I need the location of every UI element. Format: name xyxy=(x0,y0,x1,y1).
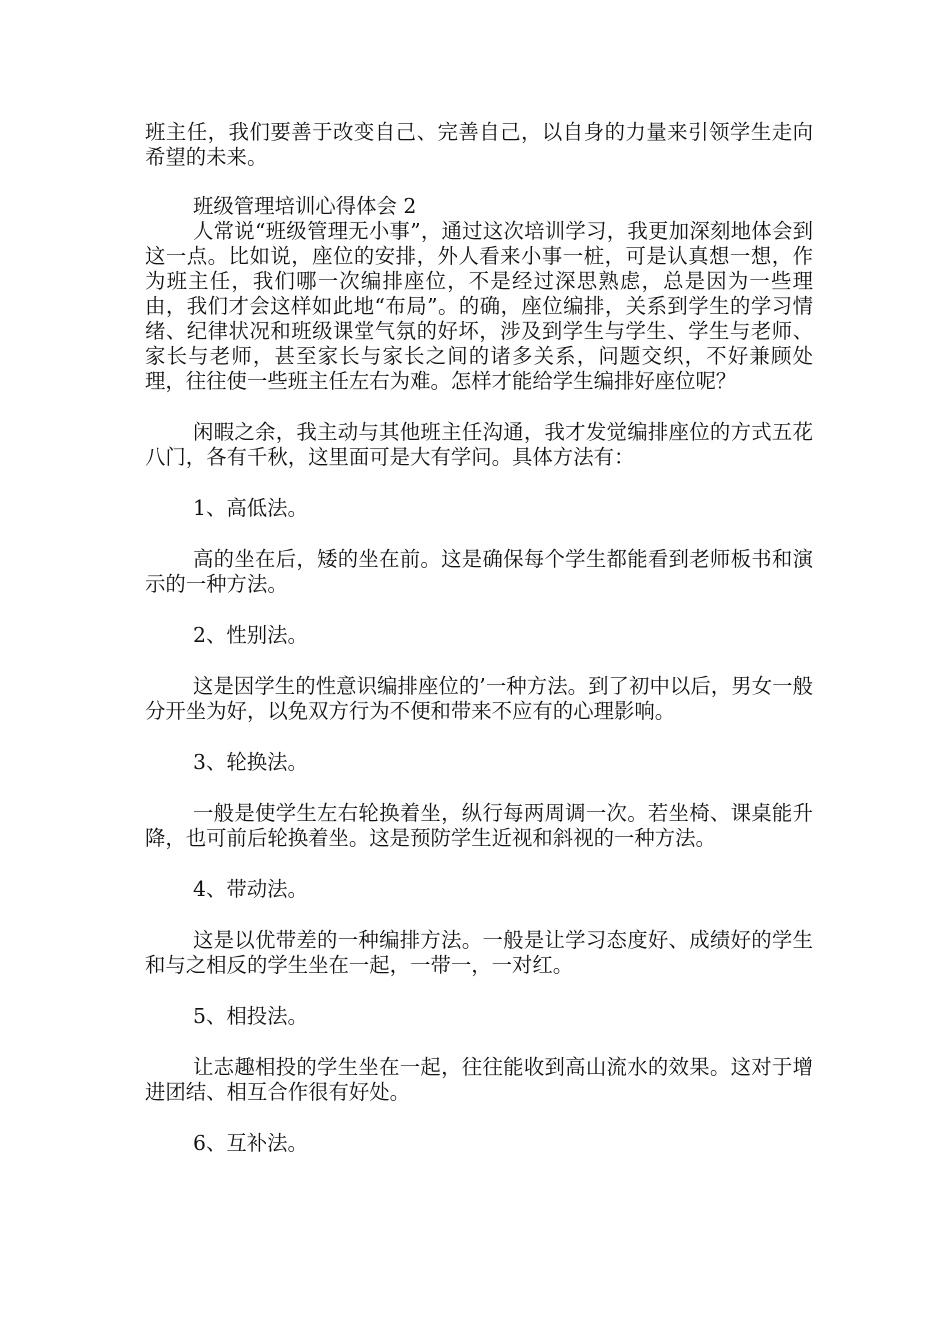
method-heading-6: 6、互补法。 xyxy=(193,1131,308,1155)
method-heading-5: 5、相投法。 xyxy=(193,1004,308,1028)
section-heading: 班级管理培训心得体会 2 xyxy=(193,194,417,218)
document-page xyxy=(145,120,813,1156)
paragraph-methods-intro: 闲暇之余，我主动与其他班主任沟通，我才发觉编排座位的方式五花八门，各有千秋，这里面可是大有学问。具体方法有： xyxy=(145,420,813,469)
method-heading-1: 1、高低法。 xyxy=(193,496,308,520)
method-body-4: 这是以优带差的一种编排方法。一般是让学习态度好、成绩好的学生和与之相反的学生坐在一起，一带一，一对红。 xyxy=(145,928,813,977)
method-body-2: 这是因学生的性意识编排座位的’一种方法。到了初中以后，男女一般分开坐为好，以免双方行为不便和带来不应有的心理影响。 xyxy=(145,674,813,723)
method-body-1: 高的坐在后，矮的坐在前。这是确保每个学生都能看到老师板书和演示的一种方法。 xyxy=(145,547,813,596)
paragraph-closing: 班主任，我们要善于改变自己、完善自己，以自身的力量来引领学生走向希望的未来。 xyxy=(145,120,813,169)
method-body-5: 让志趣相投的学生坐在一起，往往能收到高山流水的效果。这对于增进团结、相互合作很有好处。 xyxy=(145,1055,813,1104)
paragraph-intro: 人常说“班级管理无小事”，通过这次培训学习，我更加深刻地体会到这一点。比如说，座位的安排，外人看来小事一桩，可是认真想一想，作为班主任，我们哪一次编排座位，不是经过深思熟虑，总是因为一些理由，我们才会这样如此地“布局”。的确，座位编排，关系到学生的学习情绪、纪律状况和班级课堂气氛的好坏，涉及到学生与学生、学生与老师、家长与老师，甚至家长与家长之间的诸多关系，问题交织，不好兼顾处理，往往使一些班主任左右为难。怎样才能给学生编排好座位呢？ xyxy=(145,219,813,393)
method-heading-4: 4、带动法。 xyxy=(193,877,308,901)
method-body-3: 一般是使学生左右轮换着坐，纵行每两周调一次。若坐椅、课桌能升降，也可前后轮换着坐。这是预防学生近视和斜视的一种方法。 xyxy=(145,801,813,850)
method-heading-3: 3、轮换法。 xyxy=(193,750,308,774)
method-heading-2: 2、性别法。 xyxy=(193,623,308,647)
